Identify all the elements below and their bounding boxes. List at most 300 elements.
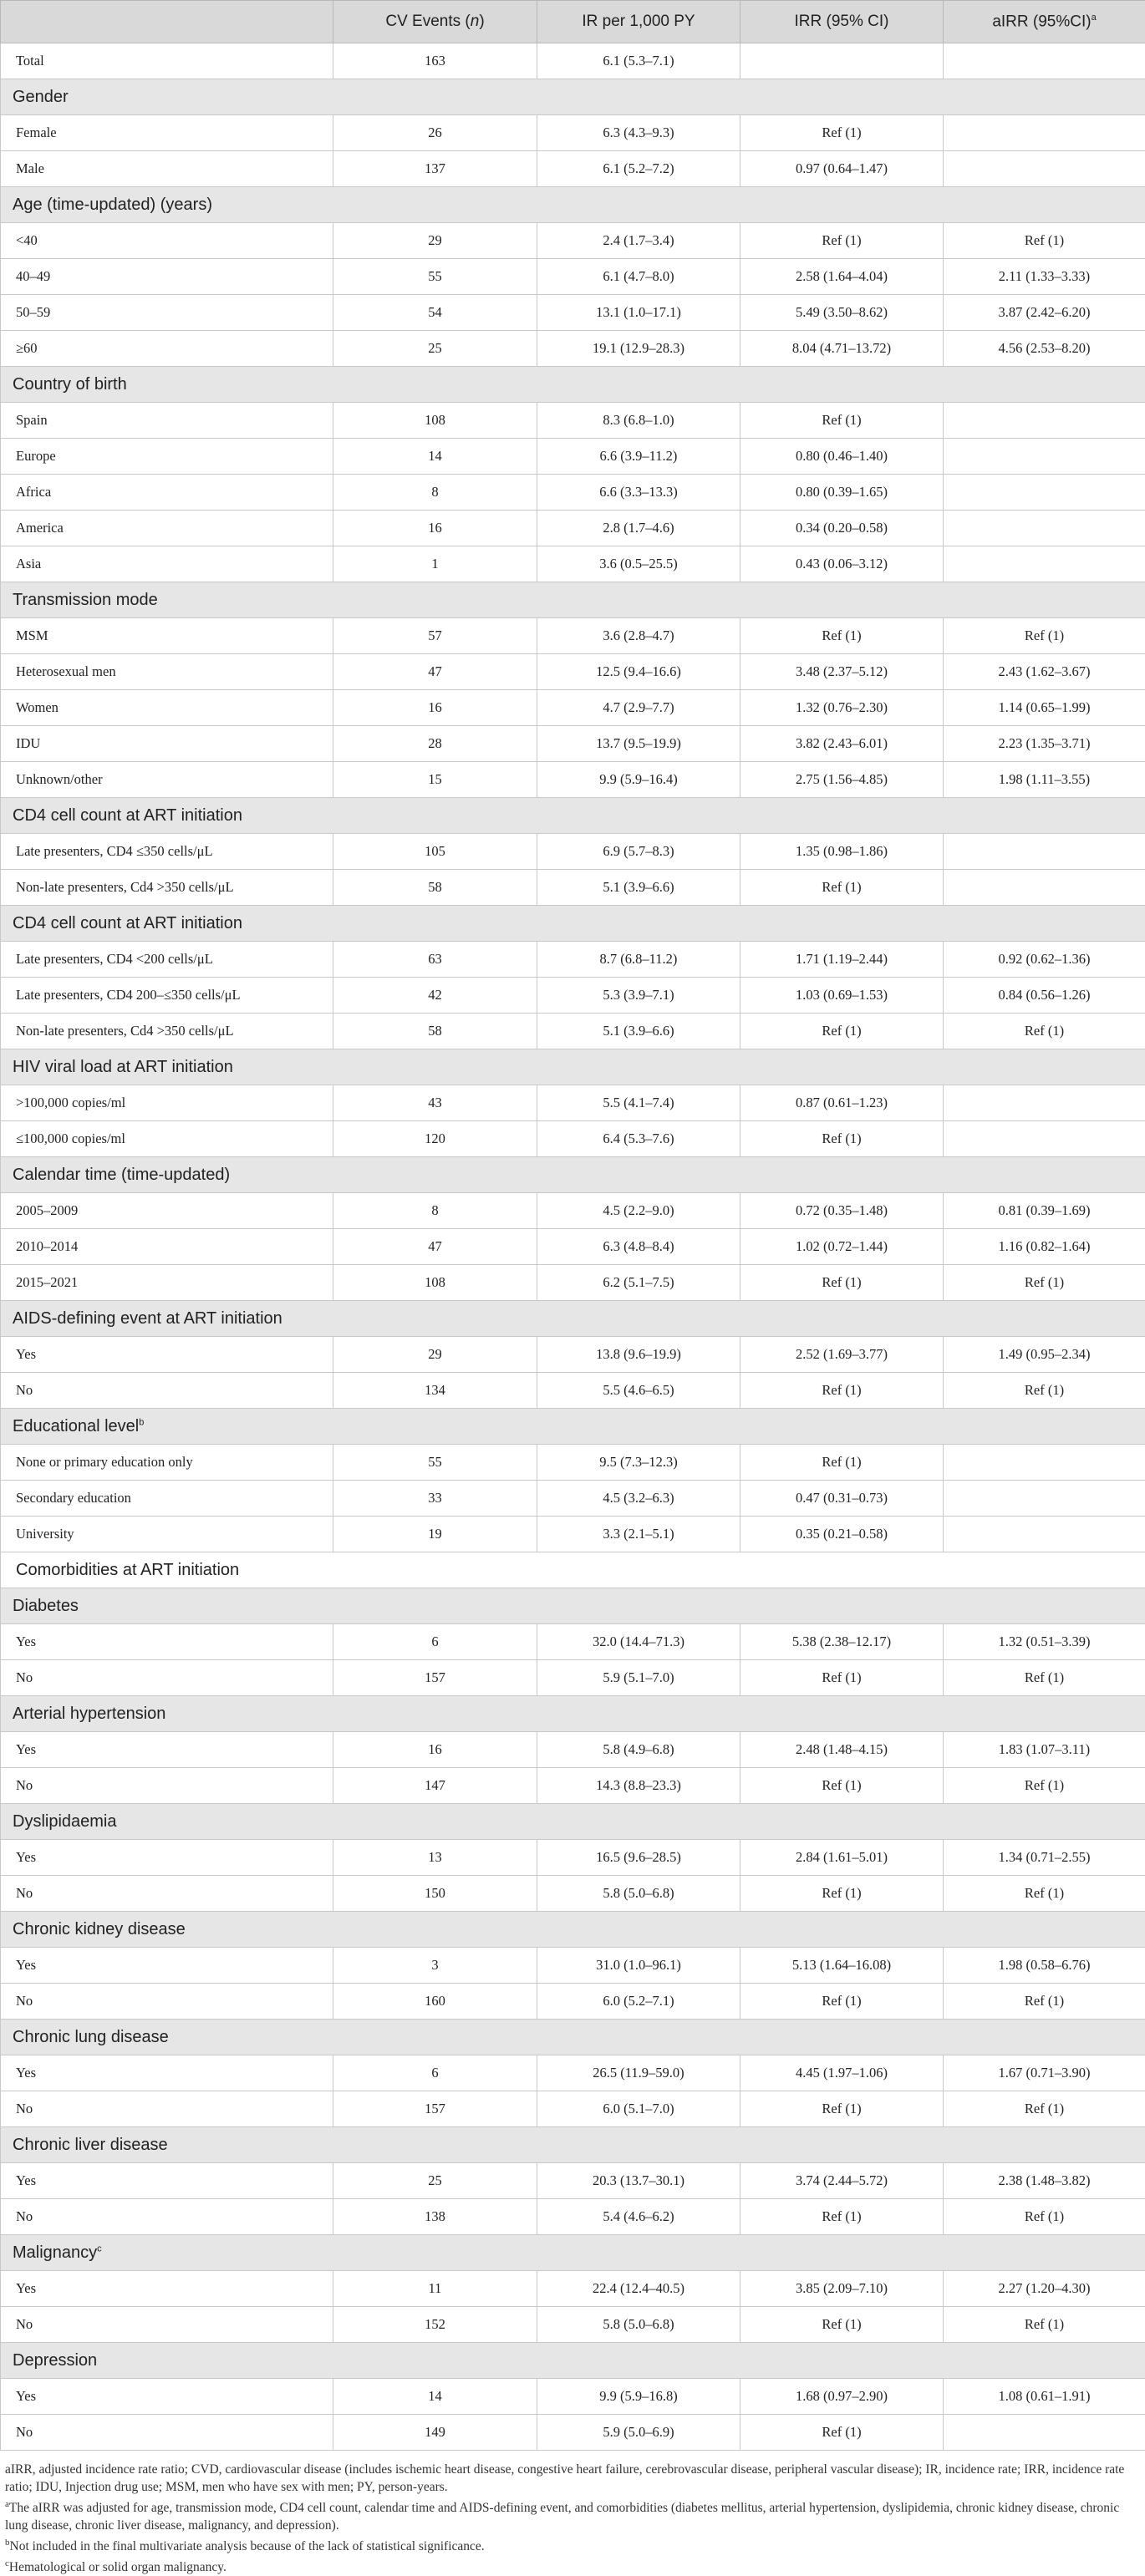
irr-cell: Ref (1): [740, 1768, 944, 1804]
irr-cell: 0.34 (0.20–0.58): [740, 511, 944, 546]
table-row: [1, 870, 1145, 906]
cv-events-cell: 6: [333, 2055, 537, 2091]
section-header-row: [1, 1049, 1145, 1085]
table-row: [1, 2091, 1145, 2127]
header-cv-events: CV Events (n): [333, 1, 537, 43]
cv-events-cell: 160: [333, 1984, 537, 2020]
ir-cell: 6.1 (5.3–7.1): [537, 43, 740, 79]
section-label: Diabetes: [1, 1588, 1145, 1624]
ir-cell: 5.8 (5.0–6.8): [537, 1876, 740, 1912]
cv-events-cell: 163: [333, 43, 537, 79]
table-row: [1, 1984, 1145, 2020]
table-row: [1, 43, 1145, 79]
airr-cell: Ref (1): [944, 1265, 1145, 1301]
section-label: Malignancy$^c$: [1, 2235, 1145, 2271]
row-label: None or primary education only: [1, 1445, 333, 1481]
ir-cell: 5.8 (5.0–6.8): [537, 2307, 740, 2343]
airr-cell: [944, 115, 1145, 151]
ir-cell: 5.5 (4.6–6.5): [537, 1373, 740, 1409]
row-label: No: [1, 1984, 333, 2020]
table-row: [1, 511, 1145, 546]
row-label: Non-late presenters, Cd4 >350 cells/μL: [1, 870, 333, 906]
table-row: [1, 1768, 1145, 1804]
row-label: Non-late presenters, Cd4 >350 cells/μL: [1, 1014, 333, 1049]
irr-cell: 0.43 (0.06–3.12): [740, 546, 944, 582]
row-label: Spain: [1, 403, 333, 439]
ir-cell: 2.8 (1.7–4.6): [537, 511, 740, 546]
row-label: No: [1, 1768, 333, 1804]
airr-cell: Ref (1): [944, 1660, 1145, 1696]
ir-cell: 31.0 (1.0–96.1): [537, 1948, 740, 1984]
row-label: 50–59: [1, 295, 333, 331]
ir-cell: 6.9 (5.7–8.3): [537, 834, 740, 870]
table-row: [1, 1624, 1145, 1660]
cv-events-cell: 108: [333, 403, 537, 439]
section-header-row: [1, 187, 1145, 223]
irr-cell: Ref (1): [740, 2199, 944, 2235]
section-label: CD4 cell count at ART initiation: [1, 906, 1145, 942]
table-row: [1, 1660, 1145, 1696]
airr-cell: Ref (1): [944, 1373, 1145, 1409]
airr-cell: Ref (1): [944, 1876, 1145, 1912]
irr-cell: Ref (1): [740, 1984, 944, 2020]
row-label: Male: [1, 151, 333, 187]
irr-cell: 2.58 (1.64–4.04): [740, 259, 944, 295]
table-row: [1, 1229, 1145, 1265]
ir-cell: 6.1 (5.2–7.2): [537, 151, 740, 187]
airr-cell: [944, 1481, 1145, 1517]
airr-cell: [944, 43, 1145, 79]
row-label: No: [1, 1876, 333, 1912]
section-header-row: [1, 582, 1145, 618]
section-label: Age (time-updated) (years): [1, 187, 1145, 223]
section-header-row: [1, 906, 1145, 942]
cv-events-cell: 25: [333, 2163, 537, 2199]
row-label: Yes: [1, 1732, 333, 1768]
row-label: Late presenters, CD4 <200 cells/μL: [1, 942, 333, 978]
table-row: [1, 942, 1145, 978]
row-label: Yes: [1, 2271, 333, 2307]
ir-cell: 5.9 (5.1–7.0): [537, 1660, 740, 1696]
table-row: [1, 475, 1145, 511]
row-label: Late presenters, CD4 ≤350 cells/μL: [1, 834, 333, 870]
cv-events-cell: 57: [333, 618, 537, 654]
irr-cell: Ref (1): [740, 1014, 944, 1049]
table-row: [1, 2199, 1145, 2235]
header-irr: IRR (95% CI): [740, 1, 944, 43]
row-label: 2010–2014: [1, 1229, 333, 1265]
airr-cell: [944, 151, 1145, 187]
table-row: [1, 115, 1145, 151]
table-row: [1, 331, 1145, 367]
table-row: [1, 654, 1145, 690]
ir-cell: 2.4 (1.7–3.4): [537, 223, 740, 259]
cv-events-cell: 58: [333, 870, 537, 906]
row-label: ≥60: [1, 331, 333, 367]
irr-cell: Ref (1): [740, 1373, 944, 1409]
row-label: Yes: [1, 1840, 333, 1876]
section-label: Comorbidities at ART initiation: [1, 1552, 1145, 1588]
airr-cell: 1.67 (0.71–3.90): [944, 2055, 1145, 2091]
row-label: >100,000 copies/ml: [1, 1085, 333, 1121]
row-label: No: [1, 2091, 333, 2127]
section-label: Transmission mode: [1, 582, 1145, 618]
table-row: [1, 1481, 1145, 1517]
cv-events-cell: 26: [333, 115, 537, 151]
airr-cell: 1.98 (0.58–6.76): [944, 1948, 1145, 1984]
irr-cell: Ref (1): [740, 1876, 944, 1912]
table-row: [1, 1876, 1145, 1912]
ir-cell: 14.3 (8.8–23.3): [537, 1768, 740, 1804]
ir-cell: 5.1 (3.9–6.6): [537, 1014, 740, 1049]
cv-events-cell: 16: [333, 511, 537, 546]
section-label: Arterial hypertension: [1, 1696, 1145, 1732]
ir-cell: 6.6 (3.3–13.3): [537, 475, 740, 511]
ir-cell: 13.8 (9.6–19.9): [537, 1337, 740, 1373]
section-header-row: [1, 2235, 1145, 2271]
irr-cell: 1.68 (0.97–2.90): [740, 2379, 944, 2415]
airr-cell: [944, 439, 1145, 475]
ir-cell: 4.5 (2.2–9.0): [537, 1193, 740, 1229]
row-label: No: [1, 2307, 333, 2343]
irr-cell: 0.72 (0.35–1.48): [740, 1193, 944, 1229]
irr-cell: 4.45 (1.97–1.06): [740, 2055, 944, 2091]
airr-cell: 2.23 (1.35–3.71): [944, 726, 1145, 762]
section-header-row: [1, 2020, 1145, 2055]
cv-events-cell: 108: [333, 1265, 537, 1301]
cv-events-cell: 16: [333, 690, 537, 726]
airr-cell: Ref (1): [944, 2091, 1145, 2127]
row-label: Heterosexual men: [1, 654, 333, 690]
row-label: <40: [1, 223, 333, 259]
row-label: Unknown/other: [1, 762, 333, 798]
ir-cell: 5.8 (4.9–6.8): [537, 1732, 740, 1768]
irr-cell: 3.48 (2.37–5.12): [740, 654, 944, 690]
ir-cell: 8.7 (6.8–11.2): [537, 942, 740, 978]
cv-events-cell: 6: [333, 1624, 537, 1660]
airr-cell: [944, 1517, 1145, 1552]
cv-events-cell: 54: [333, 295, 537, 331]
row-label: IDU: [1, 726, 333, 762]
row-label: Female: [1, 115, 333, 151]
table-row: [1, 2055, 1145, 2091]
cv-events-cell: 63: [333, 942, 537, 978]
cv-events-cell: 19: [333, 1517, 537, 1552]
section-header-row: [1, 1804, 1145, 1840]
airr-cell: 2.38 (1.48–3.82): [944, 2163, 1145, 2199]
table-header-row: [1, 1, 1145, 43]
section-label: CD4 cell count at ART initiation: [1, 798, 1145, 834]
airr-cell: [944, 834, 1145, 870]
irr-cell: 0.35 (0.21–0.58): [740, 1517, 944, 1552]
ir-cell: 5.1 (3.9–6.6): [537, 870, 740, 906]
row-label: No: [1, 2415, 333, 2451]
table-row: [1, 546, 1145, 582]
irr-cell: 2.75 (1.56–4.85): [740, 762, 944, 798]
airr-cell: 1.49 (0.95–2.34): [944, 1337, 1145, 1373]
section-label: Depression: [1, 2343, 1145, 2379]
cv-events-cell: 14: [333, 439, 537, 475]
section-label: Educational level$^b$: [1, 1409, 1145, 1445]
row-label: Yes: [1, 2379, 333, 2415]
irr-cell: 1.35 (0.98–1.86): [740, 834, 944, 870]
header-airr: aIRR $(95\%CI)^a$: [944, 1, 1145, 43]
table-row: [1, 762, 1145, 798]
irr-cell: 0.47 (0.31–0.73): [740, 1481, 944, 1517]
footnote: $^a$The aIRR was adjusted for age, transmission mode, CD4 cell count, calendar time and AIDS-defining event, and comorbidities (diabetes mellitus, arterial hypertension, dyslipidemia, chronic kidney disease, chronic lung disease, chronic liver disease, malignancy, and depression).: [5, 2499, 1120, 2533]
row-label: University: [1, 1517, 333, 1552]
cv-events-cell: 120: [333, 1121, 537, 1157]
irr-cell: Ref (1): [740, 1265, 944, 1301]
cv-events-cell: 55: [333, 1445, 537, 1481]
cv-events-cell: 105: [333, 834, 537, 870]
ir-cell: 9.5 (7.3–12.3): [537, 1445, 740, 1481]
irr-cell: 2.48 (1.48–4.15): [740, 1732, 944, 1768]
airr-cell: Ref (1): [944, 1768, 1145, 1804]
table-row: [1, 439, 1145, 475]
irr-cell: 0.97 (0.64–1.47): [740, 151, 944, 187]
row-label: Africa: [1, 475, 333, 511]
airr-cell: 1.14 (0.65–1.99): [944, 690, 1145, 726]
cv-events-cell: 47: [333, 1229, 537, 1265]
table-row: [1, 1445, 1145, 1481]
table-row: [1, 834, 1145, 870]
cv-events-cell: 147: [333, 1768, 537, 1804]
cv-events-cell: 58: [333, 1014, 537, 1049]
table-row: [1, 618, 1145, 654]
section-label: Gender: [1, 79, 1145, 115]
row-label: Women: [1, 690, 333, 726]
cv-events-cell: 1: [333, 546, 537, 582]
airr-cell: 0.84 (0.56–1.26): [944, 978, 1145, 1014]
cv-events-cell: 29: [333, 1337, 537, 1373]
ir-cell: 6.3 (4.8–8.4): [537, 1229, 740, 1265]
cv-events-cell: 15: [333, 762, 537, 798]
irr-cell: Ref (1): [740, 223, 944, 259]
table-row: [1, 1265, 1145, 1301]
cv-events-cell: 43: [333, 1085, 537, 1121]
cv-events-cell: 11: [333, 2271, 537, 2307]
irr-cell: 8.04 (4.71–13.72): [740, 331, 944, 367]
table-row: [1, 1732, 1145, 1768]
irr-cell: 2.52 (1.69–3.77): [740, 1337, 944, 1373]
ir-cell: 5.5 (4.1–7.4): [537, 1085, 740, 1121]
row-label: No: [1, 2199, 333, 2235]
header-variable: [1, 1, 333, 43]
table-row: [1, 1085, 1145, 1121]
airr-cell: [944, 1121, 1145, 1157]
row-label: MSM: [1, 618, 333, 654]
section-header-row: [1, 798, 1145, 834]
row-label: 40–49: [1, 259, 333, 295]
row-label: 2015–2021: [1, 1265, 333, 1301]
section-label: Calendar time (time-updated): [1, 1157, 1145, 1193]
table-row: [1, 151, 1145, 187]
footnote: $^b$Not included in the final multivariate analysis because of the lack of statistical significance.: [5, 2538, 485, 2554]
airr-cell: Ref (1): [944, 2307, 1145, 2343]
table-body: [1, 43, 1145, 2451]
irr-cell: Ref (1): [740, 1660, 944, 1696]
cv-events-cell: 137: [333, 151, 537, 187]
airr-cell: [944, 1085, 1145, 1121]
airr-cell: Ref (1): [944, 223, 1145, 259]
irr-cell: 5.38 (2.38–12.17): [740, 1624, 944, 1660]
section-label: AIDS-defining event at ART initiation: [1, 1301, 1145, 1337]
ir-cell: 5.3 (3.9–7.1): [537, 978, 740, 1014]
row-label: Yes: [1, 1624, 333, 1660]
table-row: [1, 1517, 1145, 1552]
airr-cell: Ref (1): [944, 2199, 1145, 2235]
airr-cell: 1.16 (0.82–1.64): [944, 1229, 1145, 1265]
cv-events-cell: 28: [333, 726, 537, 762]
airr-cell: 0.92 (0.62–1.36): [944, 942, 1145, 978]
irr-cell: 1.02 (0.72–1.44): [740, 1229, 944, 1265]
footnotes: [0, 2451, 1145, 2576]
ir-cell: 4.5 (3.2–6.3): [537, 1481, 740, 1517]
table-row: [1, 259, 1145, 295]
airr-cell: 1.83 (1.07–3.11): [944, 1732, 1145, 1768]
row-label: Yes: [1, 1337, 333, 1373]
ir-cell: 5.4 (4.6–6.2): [537, 2199, 740, 2235]
cv-events-cell: 47: [333, 654, 537, 690]
row-label: Europe: [1, 439, 333, 475]
airr-cell: 1.08 (0.61–1.91): [944, 2379, 1145, 2415]
table-row: [1, 1121, 1145, 1157]
airr-cell: Ref (1): [944, 1014, 1145, 1049]
section-header-row: [1, 79, 1145, 115]
table-row: [1, 1014, 1145, 1049]
footnote: $^c$Hematological or solid organ malignancy.: [5, 2558, 226, 2575]
cv-events-cell: 149: [333, 2415, 537, 2451]
ir-cell: 32.0 (14.4–71.3): [537, 1624, 740, 1660]
ir-cell: 8.3 (6.8–1.0): [537, 403, 740, 439]
ir-cell: 22.4 (12.4–40.5): [537, 2271, 740, 2307]
airr-cell: [944, 870, 1145, 906]
section-header-row: [1, 1912, 1145, 1948]
irr-cell: 3.85 (2.09–7.10): [740, 2271, 944, 2307]
ir-cell: 26.5 (11.9–59.0): [537, 2055, 740, 2091]
ir-cell: 6.2 (5.1–7.5): [537, 1265, 740, 1301]
airr-cell: [944, 511, 1145, 546]
ir-cell: 4.7 (2.9–7.7): [537, 690, 740, 726]
ir-cell: 12.5 (9.4–16.6): [537, 654, 740, 690]
table-row: [1, 726, 1145, 762]
irr-cell: Ref (1): [740, 115, 944, 151]
airr-cell: 2.27 (1.20–4.30): [944, 2271, 1145, 2307]
ir-cell: 9.9 (5.9–16.4): [537, 762, 740, 798]
cv-events-cell: 152: [333, 2307, 537, 2343]
cv-events-cell: 8: [333, 1193, 537, 1229]
airr-cell: [944, 475, 1145, 511]
ir-cell: 6.0 (5.1–7.0): [537, 2091, 740, 2127]
section-header-row: [1, 1409, 1145, 1445]
header-ir: IR per 1,000 PY: [537, 1, 740, 43]
table-row: [1, 2379, 1145, 2415]
cv-events-cell: 138: [333, 2199, 537, 2235]
cv-events-cell: 14: [333, 2379, 537, 2415]
ir-cell: 16.5 (9.6–28.5): [537, 1840, 740, 1876]
airr-cell: Ref (1): [944, 1984, 1145, 2020]
section-header-row: [1, 1696, 1145, 1732]
irr-cell: Ref (1): [740, 1445, 944, 1481]
row-label: Yes: [1, 1948, 333, 1984]
section-label: HIV viral load at ART initiation: [1, 1049, 1145, 1085]
irr-cell: Ref (1): [740, 2091, 944, 2127]
section-label: Country of birth: [1, 367, 1145, 403]
section-label: Dyslipidaemia: [1, 1804, 1145, 1840]
airr-cell: 3.87 (2.42–6.20): [944, 295, 1145, 331]
airr-cell: 0.81 (0.39–1.69): [944, 1193, 1145, 1229]
table-row: [1, 403, 1145, 439]
row-label: America: [1, 511, 333, 546]
cv-events-cell: 33: [333, 1481, 537, 1517]
cv-events-cell: 42: [333, 978, 537, 1014]
table-row: [1, 2307, 1145, 2343]
ir-cell: 3.6 (2.8–4.7): [537, 618, 740, 654]
section-header-row: [1, 1588, 1145, 1624]
cv-events-cell: 16: [333, 1732, 537, 1768]
row-label: Yes: [1, 2163, 333, 2199]
airr-cell: 1.32 (0.51–3.39): [944, 1624, 1145, 1660]
cv-events-cell: 3: [333, 1948, 537, 1984]
section-header-row: [1, 2343, 1145, 2379]
table-row: [1, 690, 1145, 726]
table-row: [1, 1948, 1145, 1984]
cv-events-cell: 25: [333, 331, 537, 367]
row-label: No: [1, 1660, 333, 1696]
airr-cell: 2.43 (1.62–3.67): [944, 654, 1145, 690]
cv-events-cell: 134: [333, 1373, 537, 1409]
section-label: Chronic lung disease: [1, 2020, 1145, 2055]
section-header-row: [1, 2127, 1145, 2163]
table-row: [1, 978, 1145, 1014]
irr-cell: Ref (1): [740, 2415, 944, 2451]
cv-events-cell: 29: [333, 223, 537, 259]
airr-cell: [944, 403, 1145, 439]
irr-cell: 2.84 (1.61–5.01): [740, 1840, 944, 1876]
section-label: Chronic kidney disease: [1, 1912, 1145, 1948]
table-row: [1, 295, 1145, 331]
airr-cell: 2.11 (1.33–3.33): [944, 259, 1145, 295]
ir-cell: 5.9 (5.0–6.9): [537, 2415, 740, 2451]
ir-cell: 6.0 (5.2–7.1): [537, 1984, 740, 2020]
cv-events-cell: 55: [333, 259, 537, 295]
row-label: Total: [1, 43, 333, 79]
ir-cell: 9.9 (5.9–16.8): [537, 2379, 740, 2415]
ir-cell: 13.1 (1.0–17.1): [537, 295, 740, 331]
irr-cell: Ref (1): [740, 1121, 944, 1157]
table-row: [1, 2271, 1145, 2307]
ir-cell: 6.3 (4.3–9.3): [537, 115, 740, 151]
irr-cell: 5.49 (3.50–8.62): [740, 295, 944, 331]
airr-cell: 1.34 (0.71–2.55): [944, 1840, 1145, 1876]
cv-events-cell: 157: [333, 2091, 537, 2127]
irr-cell: 5.13 (1.64–16.08): [740, 1948, 944, 1984]
cv-events-cell: 8: [333, 475, 537, 511]
section-header-row: [1, 1301, 1145, 1337]
table-row: [1, 1840, 1145, 1876]
cv-events-cell: 150: [333, 1876, 537, 1912]
section-label: Chronic liver disease: [1, 2127, 1145, 2163]
ir-cell: 6.1 (4.7–8.0): [537, 259, 740, 295]
row-label: No: [1, 1373, 333, 1409]
irr-cell: 0.87 (0.61–1.23): [740, 1085, 944, 1121]
cv-events-cell: 13: [333, 1840, 537, 1876]
table-row: [1, 2163, 1145, 2199]
irr-cell: 1.32 (0.76–2.30): [740, 690, 944, 726]
irr-cell: Ref (1): [740, 870, 944, 906]
footnote: aIRR, adjusted incidence rate ratio; CVD, cardiovascular disease (includes ischemic heart disease, congestive heart failure, cerebrovascular disease, peripheral vascular disease); IR, incidence rate; IRR, incidence rate ratio; IDU, Injection drug use; MSM, men who have sex with men; PY, person-years.: [5, 2462, 1125, 2494]
